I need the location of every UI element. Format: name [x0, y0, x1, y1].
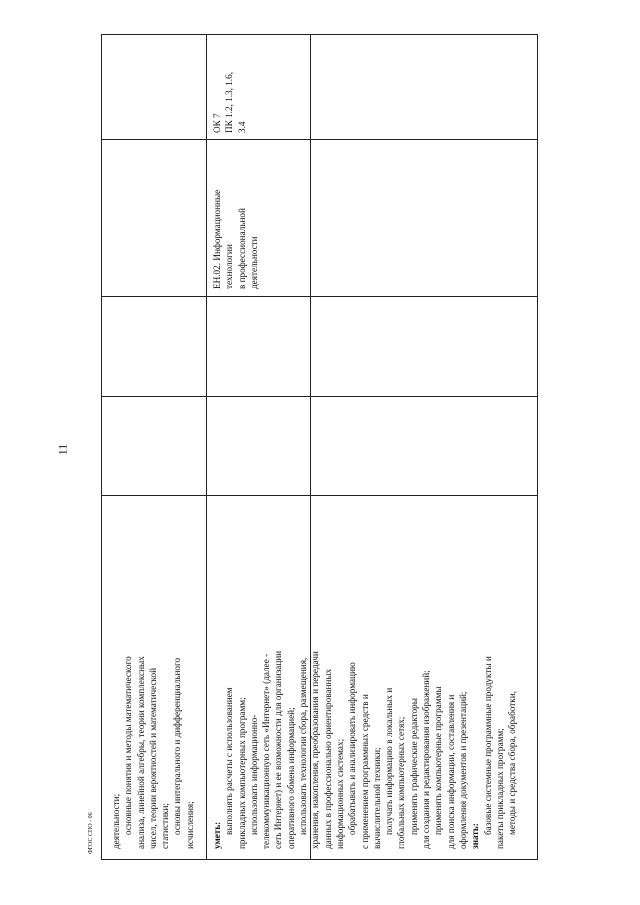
text-line: оперативного обмена информацией;	[285, 707, 296, 849]
text-line: деятельности;	[111, 793, 121, 849]
text-line: методы и средства сбора, обработки,	[507, 691, 518, 835]
text-line: телекоммуникационную сеть «Интернет» (далее -	[261, 653, 272, 849]
text-line: основы интегрального и дифференциального	[172, 657, 183, 835]
text-line: чисел, теории вероятностей и математической	[147, 667, 158, 849]
discipline-line: ЕН.02. Информационные	[212, 189, 222, 289]
text-line: применять компьютерные программы	[433, 686, 444, 835]
text-line: использовать информационно-	[248, 714, 259, 835]
text-line: данных в профессионально ориентированных	[322, 668, 333, 849]
section-heading-znat: знать:	[470, 823, 481, 849]
row1-text-block	[110, 509, 196, 849]
text-line: хранения, накопления, преобразования и передачи	[310, 651, 321, 849]
competence-cell	[211, 72, 248, 133]
discipline-cell	[211, 190, 260, 289]
divider	[102, 495, 537, 496]
text-line: для создания и редактирования изображений;	[421, 670, 432, 849]
competence-line: ПК 1.2, 1.3, 1.6,	[224, 72, 235, 133]
text-line: с применением программных средств и	[359, 694, 370, 849]
text-line: базовые системные программные продукты и	[482, 656, 493, 835]
discipline-line: в профессиональной	[236, 208, 247, 289]
row2-text-block	[211, 509, 518, 849]
text-line: информационных системах;	[334, 738, 345, 849]
footer-label: ФГОС СПО - 06	[88, 812, 94, 854]
text-line: статистики;	[160, 803, 171, 849]
text-line: пакеты прикладных программ;	[494, 728, 505, 849]
text-line: исчисления;	[184, 801, 195, 849]
divider	[102, 396, 537, 397]
divider	[102, 296, 537, 297]
text-line: основные понятия и методы математического	[123, 656, 134, 835]
standards-table	[101, 34, 538, 860]
page-number: 11	[55, 443, 70, 456]
divider	[102, 139, 537, 140]
text-line: оформления документов и презентаций;	[457, 691, 468, 849]
text-line: обрабатывать и анализировать информацию	[347, 662, 358, 835]
text-line: для поиска информации, составления и	[445, 694, 456, 849]
text-line: сеть Интернет) и ее возможности для организации	[273, 650, 284, 849]
text-line: анализа, линейной алгебры, теории комплексных	[135, 656, 146, 849]
text-line: глобальных компьютерных сетях;	[396, 716, 407, 849]
competence-line: 3.4	[236, 121, 247, 133]
competence-line: ОК 7	[212, 113, 222, 133]
divider	[206, 35, 207, 859]
section-heading-umet: уметь:	[212, 821, 222, 849]
text-line: прикладных компьютерных программ;	[236, 697, 247, 849]
text-line: получать информацию в локальных и	[384, 687, 395, 835]
text-line: выполнять расчеты с использованием	[224, 687, 235, 835]
discipline-line: технологии	[224, 244, 235, 289]
discipline-line: деятельности	[248, 236, 259, 289]
text-line: использовать технологии сбора, размещения,	[298, 657, 309, 835]
text-line: вычислительной техники;	[371, 747, 382, 849]
text-line: применять графические редакторы	[408, 698, 419, 835]
